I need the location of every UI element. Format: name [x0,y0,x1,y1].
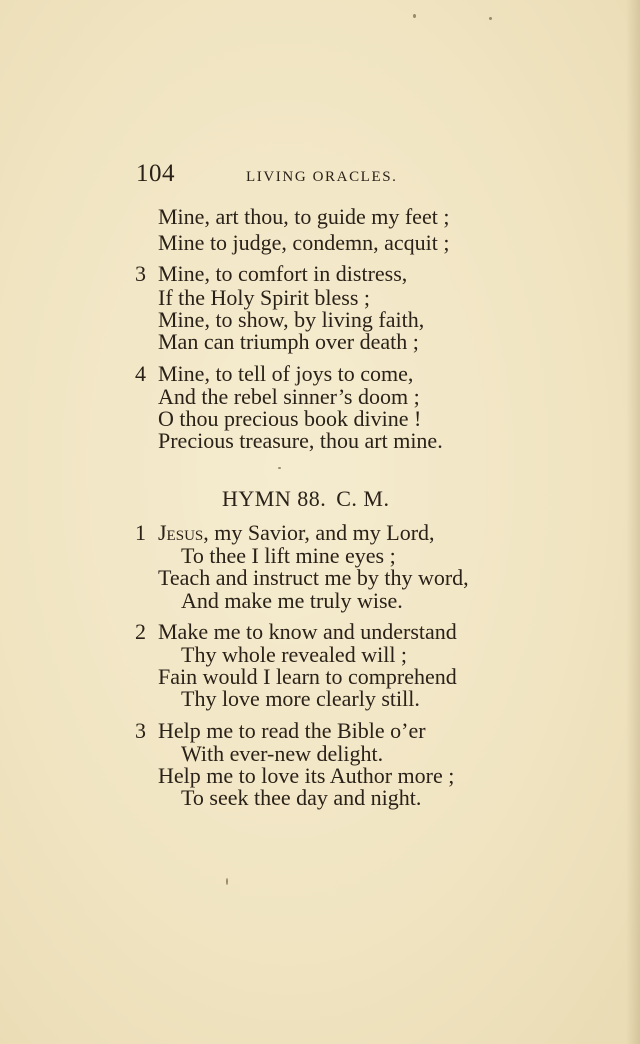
verse-line: Help me to read the Bible o’er [158,718,426,743]
verse-line: Man can triumph over death ; [158,329,419,354]
paper-speck [413,14,416,18]
verse-line: Make me to know and understand [158,619,457,644]
stanza-number: 2 [135,619,146,644]
verse-line: Mine to judge, condemn, acquit ; [158,230,450,255]
hymn-title [222,486,389,512]
stanza-number: 1 [135,520,146,545]
verse-line: Mine, to show, by living faith, [158,307,425,332]
verse-line: Mine, to tell of joys to come, [158,361,414,386]
verse-line: Precious treasure, thou art mine. [158,428,443,453]
verse-line: And make me truly wise. [181,588,403,613]
paper-speck [489,17,492,20]
verse-line: If the Holy Spirit bless ; [158,285,371,310]
stanza-number: 4 [135,361,146,386]
running-title: LIVING ORACLES. [246,169,398,185]
paper-speck [278,467,281,469]
verse-line: Help me to love its Author more ; [158,763,455,788]
hymn-number: HYMN 88. [222,486,327,511]
hymn-meter: C. M. [336,486,390,511]
verse-line: Fain would I learn to comprehend [158,664,457,689]
verse-line: To seek thee day and night. [181,785,422,810]
page-number: 104 [136,160,175,187]
stanza-number: 3 [135,718,146,743]
stanza-number: 3 [135,261,146,286]
paper-speck [226,878,228,885]
verse-line: And the rebel sinner’s doom ; [158,384,420,409]
verse-line: Mine, art thou, to guide my feet ; [158,204,450,229]
page-header [136,160,476,190]
verse-line: With ever-new delight. [181,741,384,766]
verse-line: Mine, to comfort in distress, [158,261,408,286]
verse-line-rest: , my Savior, and my Lord, [203,520,435,545]
verse-line: Thy whole revealed will ; [181,642,408,667]
verse-line: Thy love more clearly still. [181,686,420,711]
verse-line: O thou precious book divine ! [158,406,422,431]
verse-line: Teach and instruct me by thy word, [158,565,469,590]
verse-line: To thee I lift mine eyes ; [181,543,396,568]
verse-line [158,522,435,544]
page-edge-shadow [626,0,640,1044]
verse-first-word: Jesus [158,520,204,545]
